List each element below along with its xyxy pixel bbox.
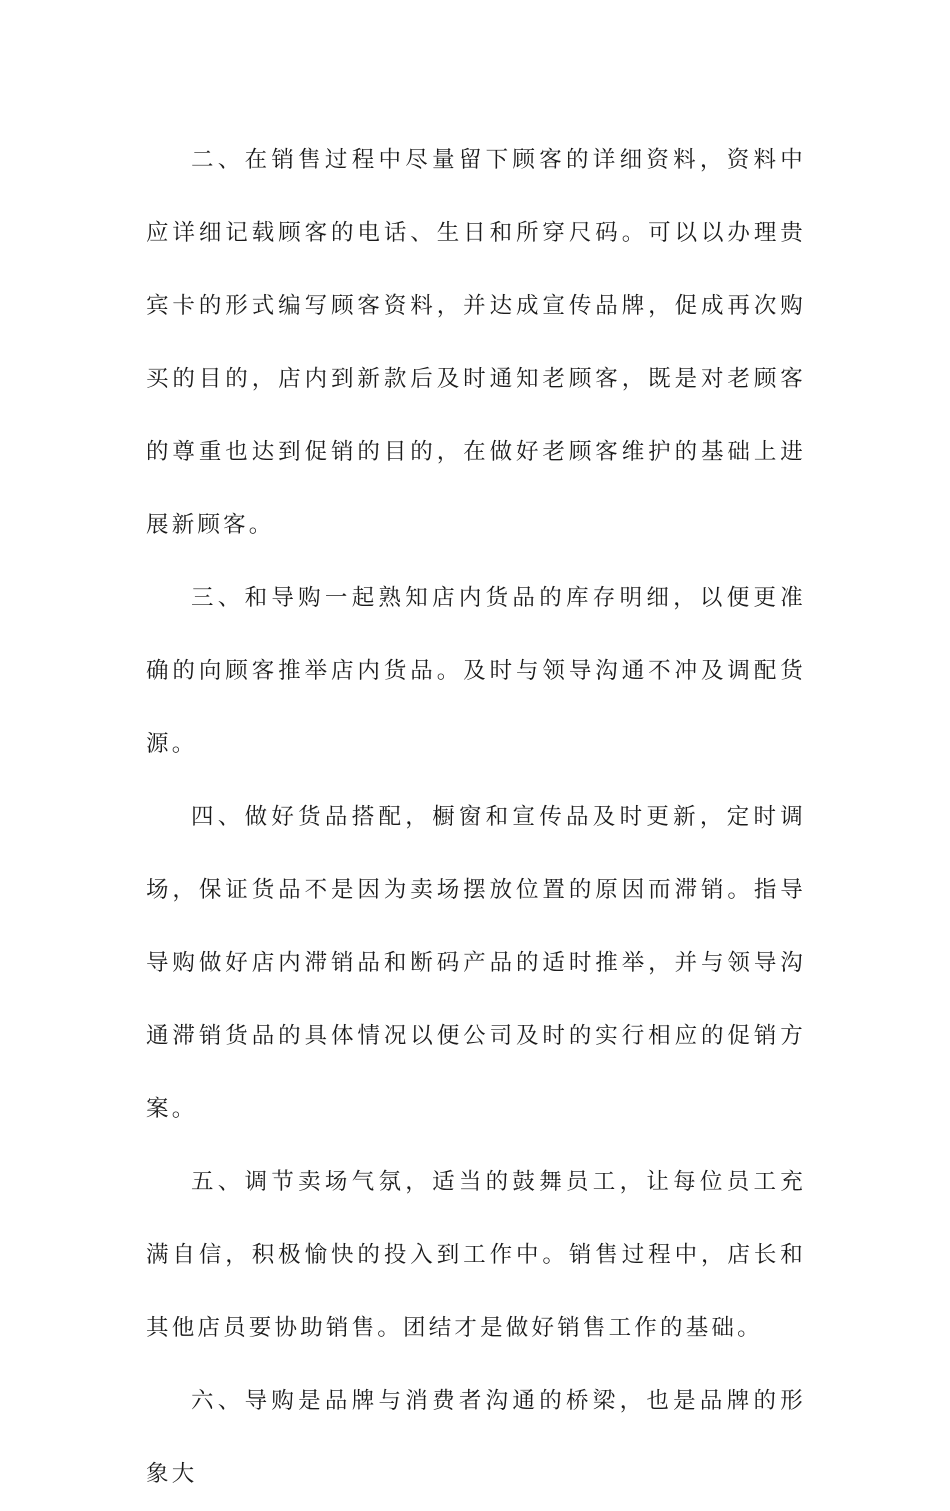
paragraph-5: 五、调节卖场气氛，适当的鼓舞员工，让每位员工充满自信，积极愉快的投入到工作中。销售过程中，店长和其他店员要协助销售。团结才是做好销售工作的基础。 (146, 1169, 806, 1341)
paragraph-4: 四、做好货品搭配，橱窗和宣传品及时更新，定时调场，保证货品不是因为卖场摆放位置的原因而滞销。指导导购做好店内滞销品和断码产品的适时推举，并与领导沟通滞销货品的具体情况以便公司及时的实行相应的促销方案。 (146, 804, 806, 1122)
paragraph-2: 二、在销售过程中尽量留下顾客的详细资料，资料中应详细记载顾客的电话、生日和所穿尺码。可以以办理贵宾卡的形式编写顾客资料，并达成宣传品牌，促成再次购买的目的，店内到新款后及时通知老顾客，既是对老顾客的尊重也达到促销的目的，在做好老顾客维护的基础上进展新顾客。 (146, 147, 806, 538)
paragraph-3: 三、和导购一起熟知店内货品的库存明细，以便更准确的向顾客推举店内货品。及时与领导沟通不冲及调配货源。 (146, 585, 806, 757)
document-body (146, 124, 806, 1511)
paragraph-6: 六、导购是品牌与消费者沟通的桥梁，也是品牌的形象大 (146, 1388, 806, 1487)
